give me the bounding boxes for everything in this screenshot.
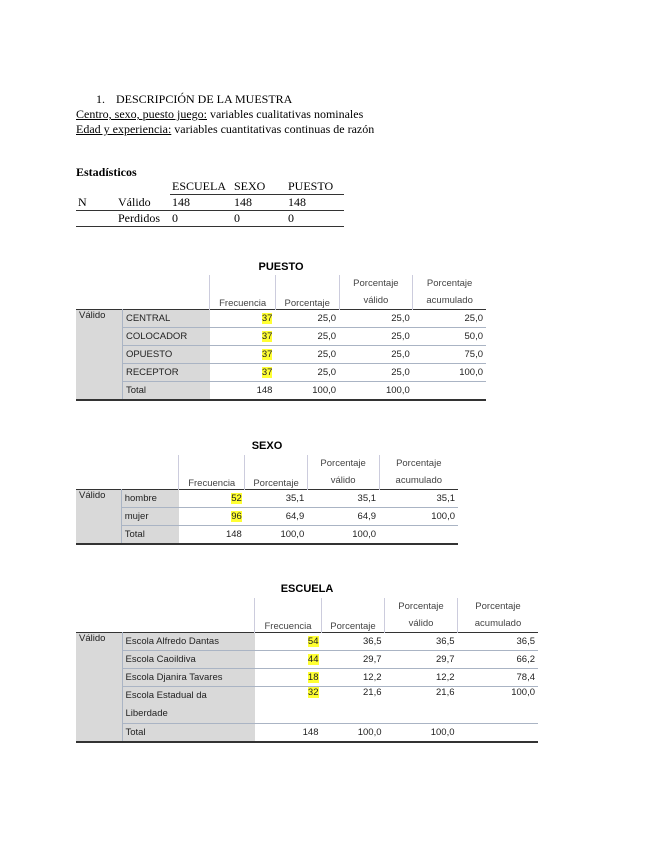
estadisticos-table: [76, 179, 344, 227]
valid-cell: 21,6: [385, 687, 458, 724]
cum-cell: 50,0: [413, 328, 486, 346]
cell: 0: [232, 211, 286, 227]
col-header: SEXO: [232, 179, 286, 195]
header-cell: Porcentaje acumulado: [458, 598, 539, 633]
freq-cell: 18: [307, 672, 319, 683]
row-label: Total: [121, 526, 178, 545]
header-cell: Porcentaje válido: [339, 275, 413, 310]
valid-cell: 29,7: [385, 651, 458, 669]
cum-cell: 36,5: [458, 633, 539, 651]
row-label: CENTRAL: [122, 310, 209, 328]
freq-cell: 37: [261, 349, 273, 360]
freq-cell: 54: [307, 636, 319, 647]
header-cell: Porcentaje acumulado: [379, 455, 458, 490]
pct-cell: 29,7: [322, 651, 385, 669]
cum-cell: 75,0: [413, 346, 486, 364]
valid-cell: 25,0: [339, 310, 413, 328]
cum-cell: 25,0: [413, 310, 486, 328]
freq-cell: 148: [256, 385, 273, 396]
pct-cell: 21,6: [322, 687, 385, 724]
variables-text-1: variables cualitativas nominales: [206, 107, 364, 121]
header-cell: Frecuencia: [210, 275, 276, 310]
valid-cell: 100,0: [385, 385, 410, 396]
valido-label: Válido: [76, 310, 122, 401]
row-label: OPUESTO: [122, 346, 209, 364]
pct-cell: 64,9: [245, 508, 307, 526]
row-label: Total: [122, 382, 209, 401]
section-title: DESCRIPCIÓN DE LA MUESTRA: [116, 92, 293, 106]
cell: 0: [170, 211, 232, 227]
freq-cell: 32: [307, 687, 319, 698]
freq-cell: 96: [231, 511, 242, 522]
cum-cell: 100,0: [413, 364, 486, 382]
row-label: Escola Estadual da Liberdade: [122, 687, 255, 724]
row-label: RECEPTOR: [122, 364, 209, 382]
row-label: mujer: [121, 508, 178, 526]
header-cell: Frecuencia: [179, 455, 245, 490]
variables-line-1: [76, 107, 363, 122]
pct-cell: 25,0: [275, 346, 339, 364]
header-cell: Porcentaje acumulado: [413, 275, 486, 310]
valid-cell: 100,0: [352, 529, 377, 540]
valid-cell: 25,0: [339, 328, 413, 346]
variables-label-1: Centro, sexo, puesto juego:: [76, 107, 207, 121]
valido-label: Válido: [76, 490, 121, 545]
sexo-title: SEXO: [251, 440, 283, 452]
row-label: Válido: [116, 195, 170, 211]
pct-cell: 100,0: [312, 385, 337, 396]
cum-cell: 100,0: [379, 508, 458, 526]
sexo-table: [76, 455, 458, 545]
pct-cell: 100,0: [280, 529, 305, 540]
variables-line-2: [76, 122, 374, 137]
freq-cell: 37: [261, 313, 273, 324]
cum-cell: [413, 382, 486, 401]
row-label: Escola Caoildiva: [122, 651, 255, 669]
cum-cell: [458, 724, 539, 743]
pct-cell: 100,0: [357, 727, 382, 738]
puesto-table: [76, 275, 486, 401]
pct-cell: 25,0: [275, 364, 339, 382]
cum-cell: 78,4: [458, 669, 539, 687]
col-header: ESCUELA: [170, 179, 232, 195]
escuela-title: ESCUELA: [280, 583, 334, 595]
pct-cell: 12,2: [322, 669, 385, 687]
section-heading: [96, 92, 292, 107]
header-cell: Porcentaje: [322, 598, 385, 633]
pct-cell: 35,1: [245, 490, 307, 508]
valid-cell: 35,1: [307, 490, 379, 508]
variables-label-2: Edad y experiencia:: [76, 122, 172, 136]
valid-cell: 25,0: [339, 346, 413, 364]
freq-cell: 148: [302, 727, 319, 738]
row-n: N: [76, 195, 116, 211]
cell: 0: [286, 211, 344, 227]
pct-cell: 25,0: [275, 310, 339, 328]
cell: 148: [286, 195, 344, 211]
cell: 148: [170, 195, 232, 211]
freq-cell: 37: [261, 367, 273, 378]
header-cell: Porcentaje válido: [385, 598, 458, 633]
row-label: Escola Alfredo Dantas: [122, 633, 255, 651]
header-cell: Porcentaje: [275, 275, 339, 310]
row-label: COLOCADOR: [122, 328, 209, 346]
escuela-table: [76, 598, 538, 743]
cum-cell: 100,0: [458, 687, 539, 724]
row-label: Perdidos: [116, 211, 170, 227]
freq-cell: 44: [307, 654, 319, 665]
valid-cell: 36,5: [385, 633, 458, 651]
freq-cell: 148: [225, 529, 242, 540]
row-label: Escola Djanira Tavares: [122, 669, 255, 687]
puesto-title: PUESTO: [258, 261, 304, 273]
header-cell: Frecuencia: [255, 598, 322, 633]
valid-cell: 100,0: [430, 727, 455, 738]
estadisticos-title: Estadísticos: [76, 165, 137, 179]
header-cell: Porcentaje válido: [307, 455, 379, 490]
variables-text-2: variables cuantitativas continuas de razón: [171, 122, 375, 136]
section-number: 1.: [96, 92, 105, 106]
pct-cell: 25,0: [275, 328, 339, 346]
valid-cell: 25,0: [339, 364, 413, 382]
valid-cell: 64,9: [307, 508, 379, 526]
cum-cell: 66,2: [458, 651, 539, 669]
row-label: hombre: [121, 490, 178, 508]
cum-cell: 35,1: [379, 490, 458, 508]
freq-cell: 37: [261, 331, 273, 342]
valido-label: Válido: [76, 633, 122, 743]
col-header: PUESTO: [286, 179, 344, 195]
cum-cell: [379, 526, 458, 545]
valid-cell: 12,2: [385, 669, 458, 687]
cell: 148: [232, 195, 286, 211]
header-cell: Porcentaje: [245, 455, 307, 490]
freq-cell: 52: [231, 493, 242, 504]
pct-cell: 36,5: [322, 633, 385, 651]
row-label: Total: [122, 724, 255, 743]
